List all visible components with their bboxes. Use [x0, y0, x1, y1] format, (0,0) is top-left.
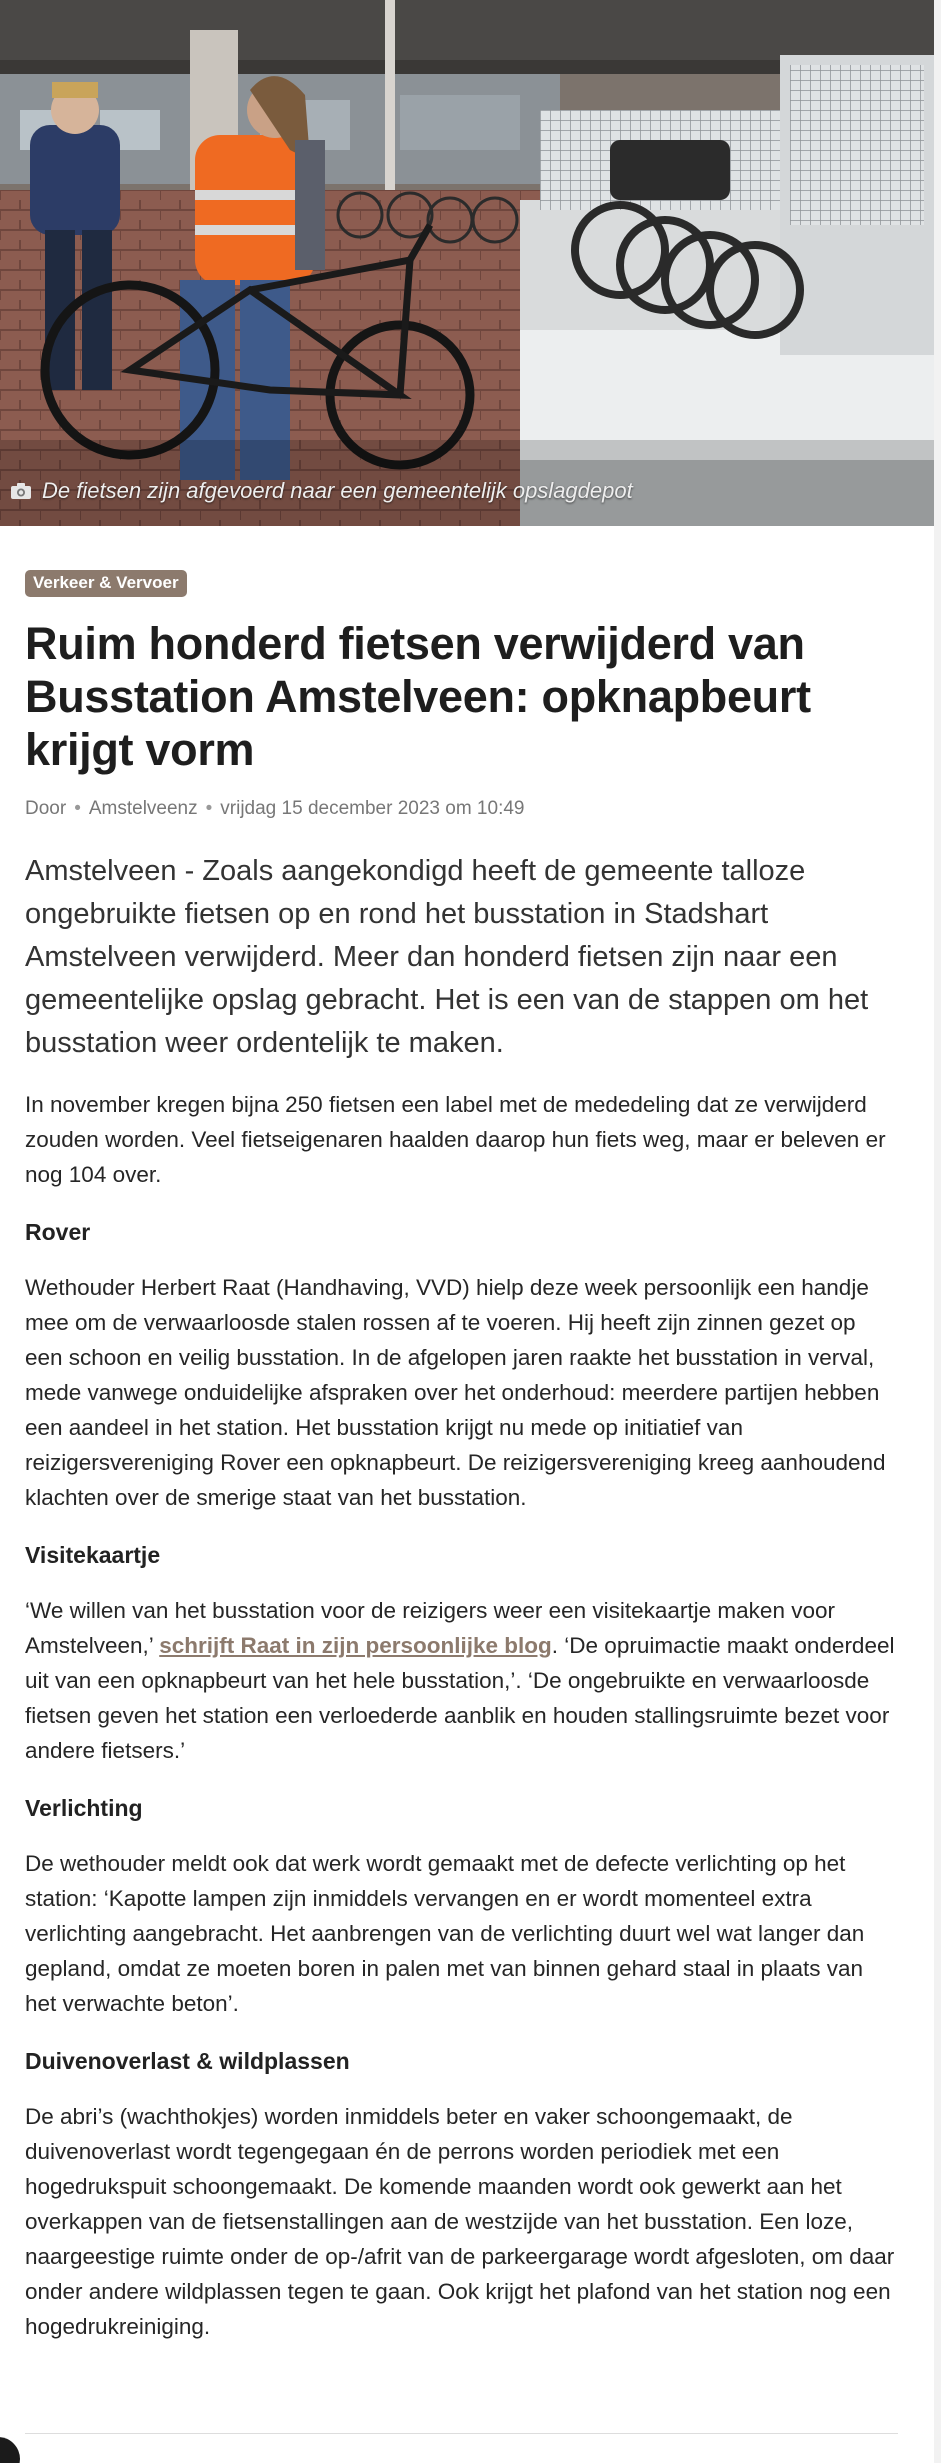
- paragraph-visitekaartje-part-a: ‘We willen van het busstation voor de reizigers weer een visitekaartje maken voor Amstelveen,’: [25, 1598, 835, 1658]
- subheading-rover: Rover: [25, 1219, 91, 1245]
- article-lead: Amstelveen - Zoals aangekondigd heeft de gemeente talloze ongebruikte fietsen op en rond het busstation in Stadshart Amstelveen verwijderd. Meer dan honderd fietsen zijn naar een gemeentelijke opslag gebracht. Het is een van de stappen om het busstation weer ordentelijk te maken.: [25, 855, 869, 1059]
- hero-photo: [0, 0, 934, 526]
- paragraph-duivenoverlast: De abri’s (wachthokjes) worden inmiddels beter en vaker schoongemaakt, de duivenoverlast wordt tegengegaan én de perrons worden periodiek met een hogedrukspuit schoongemaakt. De komende maanden wordt ook gewerkt aan het overkappen van de fietsenstallingen aan de westzijde van het busstation. Een loze, naargeestige ruimte onder de op-/afrit van de parkeergarage wordt afgesloten, om daar onder andere wildplassen tegen te gaan. Ook krijgt het plafond van het station nog een hogedrukreiniging.: [25, 2104, 895, 2339]
- article-title: Ruim honderd fietsen verwijderd van Busstation Amstelveen: opknapbeurt krijgt vorm: [25, 618, 811, 775]
- scrollbar-track[interactable]: [934, 0, 941, 2463]
- paragraph-verlichting: De wethouder meldt ook dat werk wordt gemaakt met de defecte verlichting op het station: ‘Kapotte lampen zijn inmiddels vervangen en er wordt momenteel extra verlichting aangebracht. Het aanbrengen van de verlichting duurt wel wat langer dan gepland, omdat ze moeten boren in palen met van binnen gehard staal in plaats van het verwachte beton’.: [25, 1851, 865, 2016]
- camera-icon: [10, 482, 32, 500]
- floating-action-button[interactable]: [0, 2437, 20, 2463]
- subheading-visitekaartje: Visitekaartje: [25, 1542, 161, 1568]
- category-badge[interactable]: Verkeer & Vervoer: [25, 570, 187, 597]
- hero-image: [0, 0, 934, 526]
- paragraph-visitekaartje: [25, 1593, 895, 1768]
- paragraph-intro: In november kregen bijna 250 fietsen een label met de mededeling dat ze verwijderd zouden worden. Veel fietseigenaren haalden daarop hun fiets weg, maar er beleven er nog 104 over.: [25, 1092, 886, 1187]
- paragraph-rover: Wethouder Herbert Raat (Handhaving, VVD) hielp deze week persoonlijk een handje mee om de verwaarloosde stalen rossen af te voeren. Hij heeft zijn zinnen gezet op een schoon en veilig busstation. In de afgelopen jaren raakte het busstation in verval, mede vanwege onduidelijke afspraken over het onderhoud: meerdere partijen hebben een aandeel in het station. Het busstation krijgt nu mede op initiatief van reizigersvereniging Rover een opknapbeurt. De reizigersvereniging kreeg aanhoudend klachten over de smerige staat van het busstation.: [25, 1275, 886, 1510]
- meta-author-prefix: Door: [25, 798, 67, 819]
- article-content: [25, 570, 895, 2344]
- photo-caption: [10, 478, 633, 504]
- subheading-verlichting: Verlichting: [25, 1795, 143, 1821]
- meta-source[interactable]: Amstelveenz: [88, 798, 198, 819]
- paragraph-visitekaartje-part-b: . ‘De opruimactie maakt onderdeel uit van een opknapbeurt van het hele busstation,’. ‘De ongebruikte en verwaarloosde fietsen geven het station een verloederde aanblik en houden stallingsruimte bezet voor andere fietsers.’: [25, 1633, 895, 1763]
- blog-link[interactable]: schrijft Raat in zijn persoonlijke blog: [159, 1633, 552, 1658]
- subheading-duivenoverlast: Duivenoverlast & wildplassen: [25, 2048, 350, 2074]
- meta-separator: •: [205, 798, 213, 819]
- photo-caption-text: De fietsen zijn afgevoerd naar een gemeentelijk opslagdepot: [42, 478, 633, 503]
- article-divider: [25, 2433, 898, 2434]
- article-meta: [25, 798, 895, 820]
- meta-separator: •: [74, 798, 81, 819]
- meta-date: vrijdag 15 december 2023 om 10:49: [220, 798, 525, 819]
